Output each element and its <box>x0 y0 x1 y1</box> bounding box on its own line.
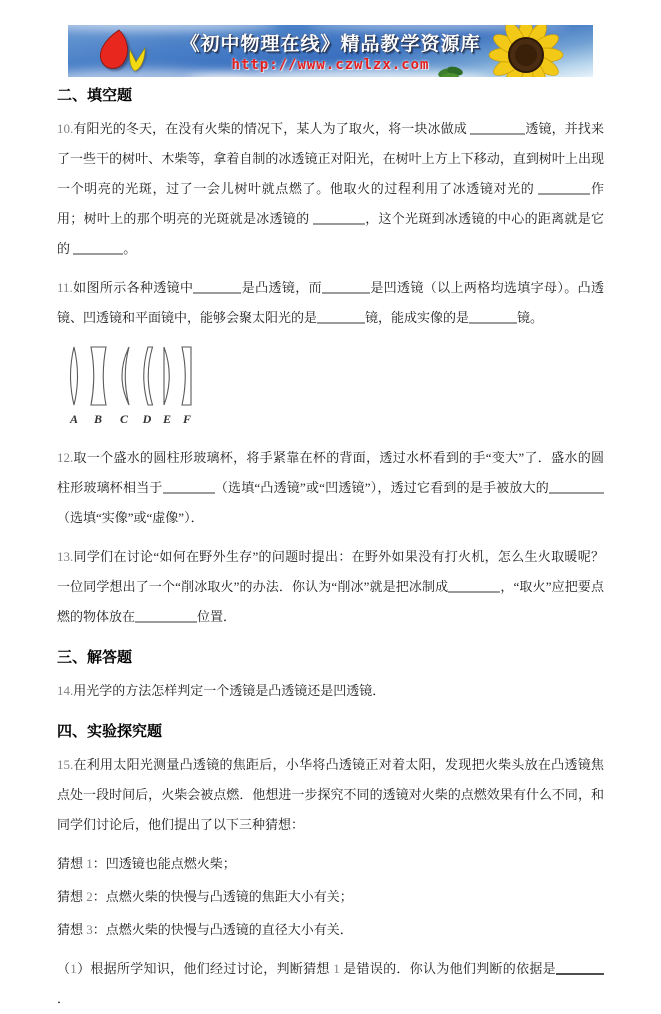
answer-blank-underline <box>135 609 197 623</box>
section-heading-fill-blanks: 二、填空题 <box>57 87 133 104</box>
answer-blank-underline <box>469 310 517 324</box>
sunflower-icon <box>483 25 569 77</box>
lens-label: B <box>93 412 103 426</box>
lens-label: C <box>119 412 129 426</box>
question-10: 10.有阳光的冬天，在没有火柴的情况下，某人为了取火，将一块冰做成 透镜，并找来了一些干的树叶、木柴等，拿着自制的冰透镜正对阳光，在树叶上方上下移动，直到树叶上出现一个明亮的光斑，过了一会儿树叶就点燃了。他取火的过程利用了冰透镜对光的 作用；树叶上的那个明亮的光斑就是冰透镜的 ，这个光斑到冰透镜的中心的距离就是它的 。 <box>57 121 604 256</box>
worksheet-content <box>57 86 604 1014</box>
guess-3: 猜想 3：点燃火柴的快慢与凸透镜的直径大小有关． <box>57 922 353 937</box>
answer-blank-underline <box>313 211 365 225</box>
section-heading-experiment: 四、实验探究题 <box>57 723 163 740</box>
question-15: 15.在利用太阳光测量凸透镜的焦距后，小华将凸透镜正对着太阳，发现把火柴头放在凸透镜焦点处一段时间后，火柴会被点燃．他想进一步探究不同的透镜对火柴的点燃效果有什么不同，和同学们讨论后，他们提出了以下三种猜想： <box>57 757 604 832</box>
question-number: 1 <box>333 961 340 976</box>
lens-label: A <box>69 412 79 426</box>
answer-blank-underline <box>73 241 123 255</box>
plant-icon <box>437 59 467 77</box>
lens-e-plano-convex <box>164 347 169 405</box>
guess-1: 猜想 1：凹透镜也能点燃火柴； <box>57 856 236 871</box>
lens-label: F <box>182 412 192 426</box>
question-number: 10. <box>57 121 74 136</box>
answer-blank-underline <box>556 961 604 975</box>
lens-f-plano-concave <box>182 347 191 405</box>
question-number: 1 <box>86 856 93 871</box>
answer-blank-underline <box>322 280 370 294</box>
banner-title: 《初中物理在线》精品教学资源库 <box>180 34 481 55</box>
question-number: 2 <box>86 889 93 904</box>
header-banner <box>68 25 593 77</box>
lens-a-biconvex <box>71 347 78 405</box>
answer-blank-underline <box>317 310 365 324</box>
lens-d-thin-meniscus <box>144 347 153 405</box>
answer-blank-underline <box>470 121 525 135</box>
answer-blank-underline <box>549 480 604 494</box>
sub-question-1: （1）根据所学知识，他们经过讨论，判断猜想 1 是错误的．你认为他们判断的依据是． <box>57 954 604 1014</box>
lens-diagram <box>63 343 604 434</box>
question-number: 11. <box>57 280 73 295</box>
guess-2: 猜想 2：点燃火柴的快慢与凸透镜的焦距大小有关； <box>57 889 353 904</box>
question-number: 3 <box>86 922 93 937</box>
question-number: 15. <box>57 757 74 772</box>
question-12: 12.取一个盛水的圆柱形玻璃杯，将手紧靠在杯的背面，透过水杯看到的手“变大”了．盛水的圆柱形玻璃杯相当于 （选填“凸透镜”或“凹透镜”），透过它看到的是手被放大的（选填“实像”或“虚像”）． <box>57 450 604 525</box>
question-13: 13.同学们在讨论“如何在野外生存”的问题时提出：在野外如果没有打火机，怎么生火取暖呢？一位同学想出了一个“削冰取火”的办法．你认为“削冰”就是把冰制成 ，“取火”应把要点燃的物体放在 位置． <box>57 549 604 624</box>
question-11: 11.如图所示各种透镜中 是凸透镜，而 是凹透镜（以上两格均选填字母）。凸透镜、凹透镜和平面镜中，能够会聚太阳光的是 镜，能成实像的是 镜。 <box>57 280 604 325</box>
lens-c-meniscus <box>122 347 129 405</box>
banner-url: http://www.czwlzx.com <box>231 57 430 73</box>
lens-label: D <box>142 412 152 426</box>
question-14: 14.用光学的方法怎样判定一个透镜是凸透镜还是凹透镜． <box>57 683 386 698</box>
answer-blank-underline <box>163 480 215 494</box>
lens-label: E <box>162 412 172 426</box>
question-number: 13. <box>57 549 74 564</box>
question-number: 12. <box>57 450 74 465</box>
answer-blank-underline <box>538 181 590 195</box>
answer-blank-underline <box>448 579 500 593</box>
question-number: 1 <box>70 961 77 976</box>
section-heading-answer: 三、解答题 <box>57 649 133 666</box>
question-number: 14. <box>57 683 74 698</box>
answer-blank-underline <box>193 280 241 294</box>
lens-b-biconcave <box>91 347 106 405</box>
